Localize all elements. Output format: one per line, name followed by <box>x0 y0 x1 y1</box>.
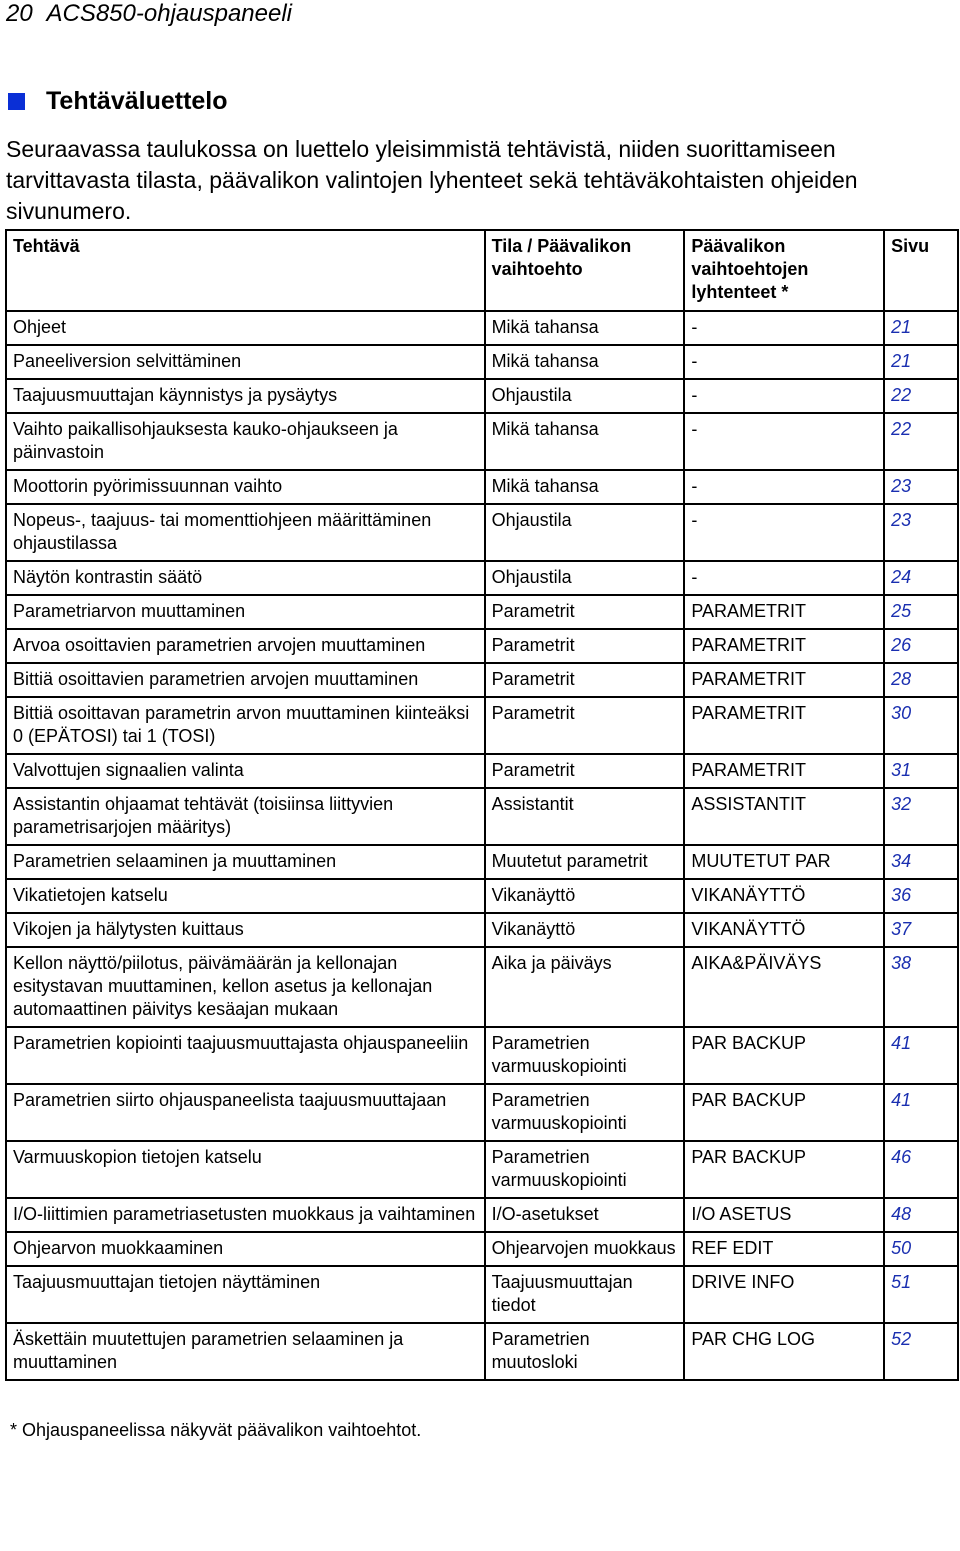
table-row <box>6 1141 958 1198</box>
abbreviation-cell: - <box>684 345 884 379</box>
page-link[interactable]: 30 <box>884 697 958 754</box>
table-row <box>6 311 958 345</box>
table-row <box>6 379 958 413</box>
page-link[interactable]: 51 <box>884 1266 958 1323</box>
abbreviation-cell: PARAMETRIT <box>684 629 884 663</box>
task-cell: Moottorin pyörimissuunnan vaihto <box>6 470 485 504</box>
document-title: ACS850-ohjauspaneeli <box>46 0 292 27</box>
column-header-task: Tehtävä <box>6 230 485 311</box>
mode-cell: I/O-asetukset <box>485 1198 685 1232</box>
mode-cell: Parametrit <box>485 754 685 788</box>
abbreviation-cell: ASSISTANTIT <box>684 788 884 845</box>
page-link[interactable]: 26 <box>884 629 958 663</box>
section-title: Tehtäväluettelo <box>46 87 228 115</box>
task-cell: Parametrien siirto ohjauspaneelista taajuusmuuttajaan <box>6 1084 485 1141</box>
task-cell: Näytön kontrastin säätö <box>6 561 485 595</box>
abbreviation-cell: REF EDIT <box>684 1232 884 1266</box>
abbreviation-cell: I/O ASETUS <box>684 1198 884 1232</box>
page-link[interactable]: 38 <box>884 947 958 1027</box>
task-cell: Assistantin ohjaamat tehtävät (toisiinsa liittyvien parametrisarjojen määritys) <box>6 788 485 845</box>
task-cell: I/O-liittimien parametriasetusten muokkaus ja vaihtaminen <box>6 1198 485 1232</box>
column-header-page: Sivu <box>884 230 958 311</box>
abbreviation-cell: - <box>684 504 884 561</box>
abbreviation-cell: MUUTETUT PAR <box>684 845 884 879</box>
task-cell: Bittiä osoittavien parametrien arvojen muuttaminen <box>6 663 485 697</box>
table-row <box>6 697 958 754</box>
mode-cell: Ohjaustila <box>485 561 685 595</box>
abbreviation-cell: PARAMETRIT <box>684 697 884 754</box>
mode-cell: Vikanäyttö <box>485 913 685 947</box>
task-cell: Varmuuskopion tietojen katselu <box>6 1141 485 1198</box>
page-header <box>6 0 292 28</box>
page-link[interactable]: 32 <box>884 788 958 845</box>
page-link[interactable]: 24 <box>884 561 958 595</box>
table-row <box>6 788 958 845</box>
abbreviation-cell: DRIVE INFO <box>684 1266 884 1323</box>
mode-cell: Parametrit <box>485 663 685 697</box>
abbreviation-cell: PARAMETRIT <box>684 754 884 788</box>
table-row <box>6 1027 958 1084</box>
mode-cell: Mikä tahansa <box>485 345 685 379</box>
abbreviation-cell: - <box>684 379 884 413</box>
abbreviation-cell: PAR BACKUP <box>684 1141 884 1198</box>
section-heading <box>8 86 228 116</box>
page-link[interactable]: 25 <box>884 595 958 629</box>
task-table <box>5 229 959 1381</box>
mode-cell: Ohjearvojen muokkaus <box>485 1232 685 1266</box>
table-row <box>6 754 958 788</box>
page-link[interactable]: 41 <box>884 1084 958 1141</box>
task-cell: Vikatietojen katselu <box>6 879 485 913</box>
table-row <box>6 345 958 379</box>
task-cell: Paneeliversion selvittäminen <box>6 345 485 379</box>
abbreviation-cell: - <box>684 561 884 595</box>
page-link[interactable]: 46 <box>884 1141 958 1198</box>
mode-cell: Mikä tahansa <box>485 470 685 504</box>
table-row <box>6 629 958 663</box>
mode-cell: Parametrien varmuuskopiointi <box>485 1141 685 1198</box>
table-row <box>6 470 958 504</box>
task-cell: Äskettäin muutettujen parametrien selaaminen ja muuttaminen <box>6 1323 485 1380</box>
mode-cell: Parametrien varmuuskopiointi <box>485 1027 685 1084</box>
mode-cell: Mikä tahansa <box>485 413 685 470</box>
page-link[interactable]: 41 <box>884 1027 958 1084</box>
page-link[interactable]: 48 <box>884 1198 958 1232</box>
task-cell: Vaihto paikallisohjauksesta kauko-ohjaukseen ja päinvastoin <box>6 413 485 470</box>
abbreviation-cell: PARAMETRIT <box>684 595 884 629</box>
table-row <box>6 879 958 913</box>
abbreviation-cell: PARAMETRIT <box>684 663 884 697</box>
abbreviation-cell: PAR BACKUP <box>684 1027 884 1084</box>
table-row <box>6 1232 958 1266</box>
mode-cell: Parametrien muutosloki <box>485 1323 685 1380</box>
mode-cell: Parametrit <box>485 595 685 629</box>
abbreviation-cell: PAR CHG LOG <box>684 1323 884 1380</box>
page-link[interactable]: 22 <box>884 379 958 413</box>
table-row <box>6 947 958 1027</box>
task-cell: Nopeus-, taajuus- tai momenttiohjeen määrittäminen ohjaustilassa <box>6 504 485 561</box>
page-link[interactable]: 52 <box>884 1323 958 1380</box>
task-cell: Kellon näyttö/piilotus, päivämäärän ja kellonajan esitystavan muuttaminen, kellon asetus ja kellonajan automaattinen päivitys kesäajan mukaan <box>6 947 485 1027</box>
task-cell: Ohjearvon muokkaaminen <box>6 1232 485 1266</box>
page-link[interactable]: 21 <box>884 311 958 345</box>
abbreviation-cell: AIKA&PÄIVÄYS <box>684 947 884 1027</box>
abbreviation-cell: PAR BACKUP <box>684 1084 884 1141</box>
column-header-mode: Tila / Päävalikon vaihtoehto <box>485 230 685 311</box>
page-link[interactable]: 50 <box>884 1232 958 1266</box>
table-row <box>6 1323 958 1380</box>
task-cell: Parametrien kopiointi taajuusmuuttajasta ohjauspaneeliin <box>6 1027 485 1084</box>
page-link[interactable]: 36 <box>884 879 958 913</box>
page-link[interactable]: 21 <box>884 345 958 379</box>
task-cell: Taajuusmuuttajan tietojen näyttäminen <box>6 1266 485 1323</box>
page-link[interactable]: 37 <box>884 913 958 947</box>
intro-paragraph: Seuraavassa taulukossa on luettelo yleisimmistä tehtävistä, niiden suorittamiseen tarvittavasta tilasta, päävalikon valintojen lyhenteet sekä tehtäväkohtaisten ohjeiden sivunumero. <box>6 136 858 224</box>
mode-cell: Assistantit <box>485 788 685 845</box>
mode-cell: Taajuusmuuttajan tiedot <box>485 1266 685 1323</box>
mode-cell: Ohjaustila <box>485 504 685 561</box>
table-row <box>6 504 958 561</box>
table-row <box>6 1198 958 1232</box>
table-row <box>6 913 958 947</box>
table-header-row <box>6 230 958 311</box>
table-row <box>6 595 958 629</box>
square-bullet-icon <box>8 93 25 110</box>
task-cell: Ohjeet <box>6 311 485 345</box>
table-row <box>6 561 958 595</box>
mode-cell: Parametrit <box>485 697 685 754</box>
table-body <box>6 311 958 1380</box>
task-cell: Vikojen ja hälytysten kuittaus <box>6 913 485 947</box>
task-cell: Valvottujen signaalien valinta <box>6 754 485 788</box>
abbreviation-cell: - <box>684 311 884 345</box>
task-cell: Parametriarvon muuttaminen <box>6 595 485 629</box>
task-cell: Bittiä osoittavan parametrin arvon muuttaminen kiinteäksi 0 (EPÄTOSI) tai 1 (TOSI) <box>6 697 485 754</box>
mode-cell: Vikanäyttö <box>485 879 685 913</box>
page-link[interactable]: 23 <box>884 470 958 504</box>
mode-cell: Parametrit <box>485 629 685 663</box>
page-number: 20 <box>6 0 33 27</box>
page-link[interactable]: 34 <box>884 845 958 879</box>
table-row <box>6 413 958 470</box>
footnote: * Ohjauspaneelissa näkyvät päävalikon vaihtoehtot. <box>10 1420 422 1440</box>
page-link[interactable]: 22 <box>884 413 958 470</box>
task-cell: Arvoa osoittavien parametrien arvojen muuttaminen <box>6 629 485 663</box>
table-row <box>6 845 958 879</box>
page-link[interactable]: 23 <box>884 504 958 561</box>
mode-cell: Ohjaustila <box>485 379 685 413</box>
table-row <box>6 663 958 697</box>
abbreviation-cell: - <box>684 413 884 470</box>
table-row <box>6 1084 958 1141</box>
page-link[interactable]: 31 <box>884 754 958 788</box>
mode-cell: Mikä tahansa <box>485 311 685 345</box>
abbreviation-cell: VIKANÄYTTÖ <box>684 879 884 913</box>
table-row <box>6 1266 958 1323</box>
mode-cell: Parametrien varmuuskopiointi <box>485 1084 685 1141</box>
column-header-abbreviation: Päävalikon vaihtoehtojen lyhtenteet * <box>684 230 884 311</box>
mode-cell: Aika ja päiväys <box>485 947 685 1027</box>
task-cell: Taajuusmuuttajan käynnistys ja pysäytys <box>6 379 485 413</box>
mode-cell: Muutetut parametrit <box>485 845 685 879</box>
page-link[interactable]: 28 <box>884 663 958 697</box>
task-cell: Parametrien selaaminen ja muuttaminen <box>6 845 485 879</box>
abbreviation-cell: - <box>684 470 884 504</box>
abbreviation-cell: VIKANÄYTTÖ <box>684 913 884 947</box>
